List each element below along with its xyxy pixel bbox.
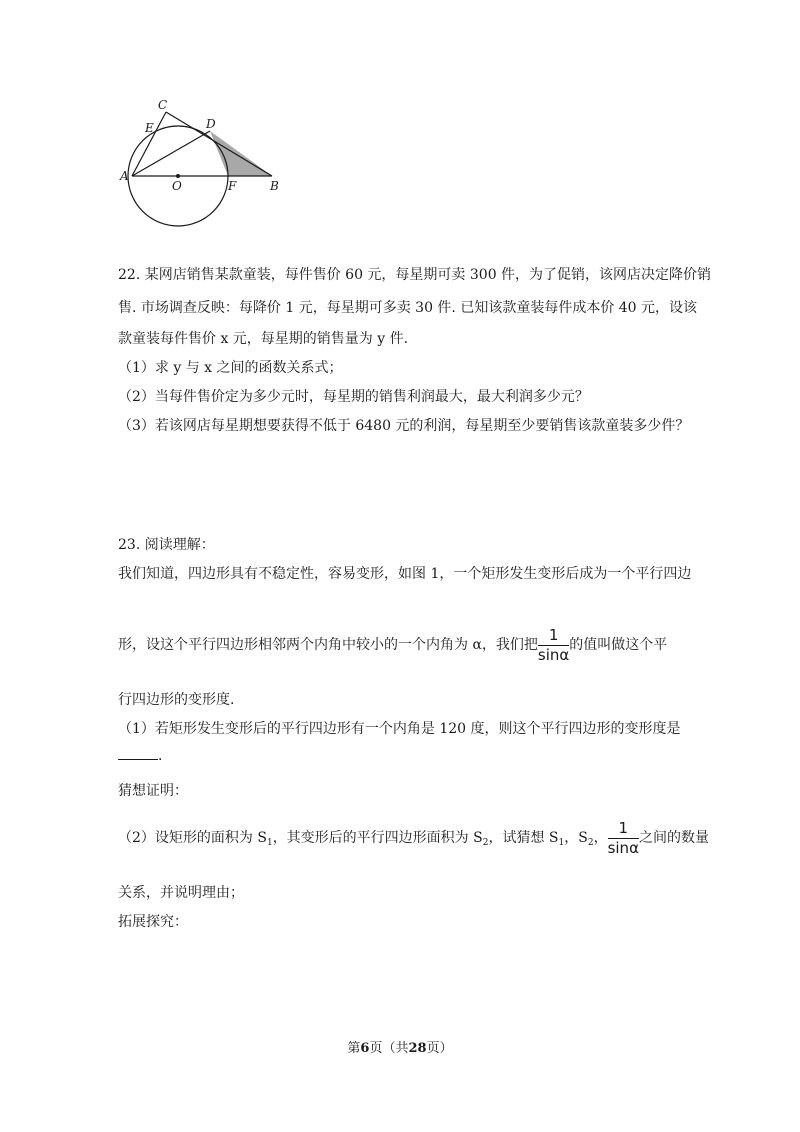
center-point xyxy=(176,174,180,178)
q23-part2 xyxy=(118,818,709,863)
fraction-numerator: 1 xyxy=(608,821,639,839)
q23-part2-b: ，其变形后的平行四边形面积为 S xyxy=(272,830,483,846)
q23-extend-title: 拓展探究： xyxy=(118,914,188,930)
q23-def-after: 的值叫做这个平 xyxy=(569,637,668,653)
footer-prefix: 第 xyxy=(347,1041,361,1056)
q23-part2-end: 关系，并说明理由； xyxy=(118,885,244,901)
q22-line3: 款童装每件售价 x 元，每星期的销售量为 y 件. xyxy=(118,331,409,347)
q23-part1-answer-line xyxy=(118,747,162,764)
shaded-region xyxy=(210,131,272,176)
label-b: B xyxy=(270,179,279,193)
label-a: A xyxy=(120,169,129,183)
fraction-one-over-sin-alpha xyxy=(607,818,639,857)
geometry-figure xyxy=(110,92,300,227)
page-footer xyxy=(0,1037,800,1056)
segment-cb xyxy=(166,112,272,176)
answer-blank[interactable] xyxy=(118,747,158,760)
q23-title: 23. 阅读理解： xyxy=(118,537,215,553)
total-pages: 28 xyxy=(408,1041,427,1056)
footer-suffix: 页） xyxy=(426,1041,453,1056)
q22-part2: （2）当每件售价定为多少元时，每星期的销售利润最大，最大利润多少元？ xyxy=(118,389,589,405)
fraction-one-over-sin-alpha xyxy=(537,625,570,664)
q22-part1: （1）求 y 与 x 之间的函数关系式； xyxy=(118,360,343,376)
label-c: C xyxy=(158,98,168,112)
q23-part1-end: . xyxy=(158,748,163,764)
q23-part1: （1）若矩形发生变形后的平行四边形有一个内角是 120 度，则这个平行四边形的变形度是 xyxy=(118,721,681,737)
q22-part3: （3）若该网店每星期想要获得不低于 6480 元的利润，每星期至少要销售该款童装多少件？ xyxy=(118,418,690,434)
q23-def-end: 行四边形的变形度. xyxy=(118,692,235,708)
q23-guess-title: 猜想证明： xyxy=(118,783,188,799)
page-number: 6 xyxy=(360,1041,370,1056)
q23-part2-c: ，试猜想 S xyxy=(488,830,559,846)
q23-intro: 我们知道，四边形具有不稳定性，容易变形，如图 1，一个矩形发生变形后成为一个平行四边 xyxy=(118,566,692,582)
q23-def-before: 形，设这个平行四边形相邻两个内角中较小的一个内角为 α，我们把 xyxy=(118,637,538,653)
subscript: 1 xyxy=(558,838,565,848)
q23-part2-d: ，S xyxy=(564,830,588,846)
q22-line1: 22. 某网店销售某款童装，每件售价 60 元，每星期可卖 300 件，为了促销，该网店决定降价销 xyxy=(118,267,712,283)
label-d: D xyxy=(206,117,216,131)
footer-mid: 页（共 xyxy=(369,1041,409,1056)
subscript: 1 xyxy=(266,838,273,848)
label-e: E xyxy=(145,121,154,135)
q23-definition xyxy=(118,625,667,665)
q22-line2: 售. 市场调查反映：每降价 1 元，每星期可多卖 30 件. 已知该款童装每件成本价 40 元，设该 xyxy=(118,300,698,316)
q23-part2-e: ， xyxy=(593,830,608,846)
label-o: O xyxy=(172,179,182,193)
subscript: 2 xyxy=(587,838,594,848)
label-f: F xyxy=(228,179,237,193)
q23-part2-f: 之间的数量 xyxy=(638,830,709,846)
subscript: 2 xyxy=(482,838,489,848)
fraction-numerator: 1 xyxy=(538,628,569,646)
fraction-denominator: sinα xyxy=(537,645,570,664)
fraction-denominator: sinα xyxy=(607,838,639,857)
q23-part2-a: （2）设矩形的面积为 S xyxy=(118,830,267,846)
